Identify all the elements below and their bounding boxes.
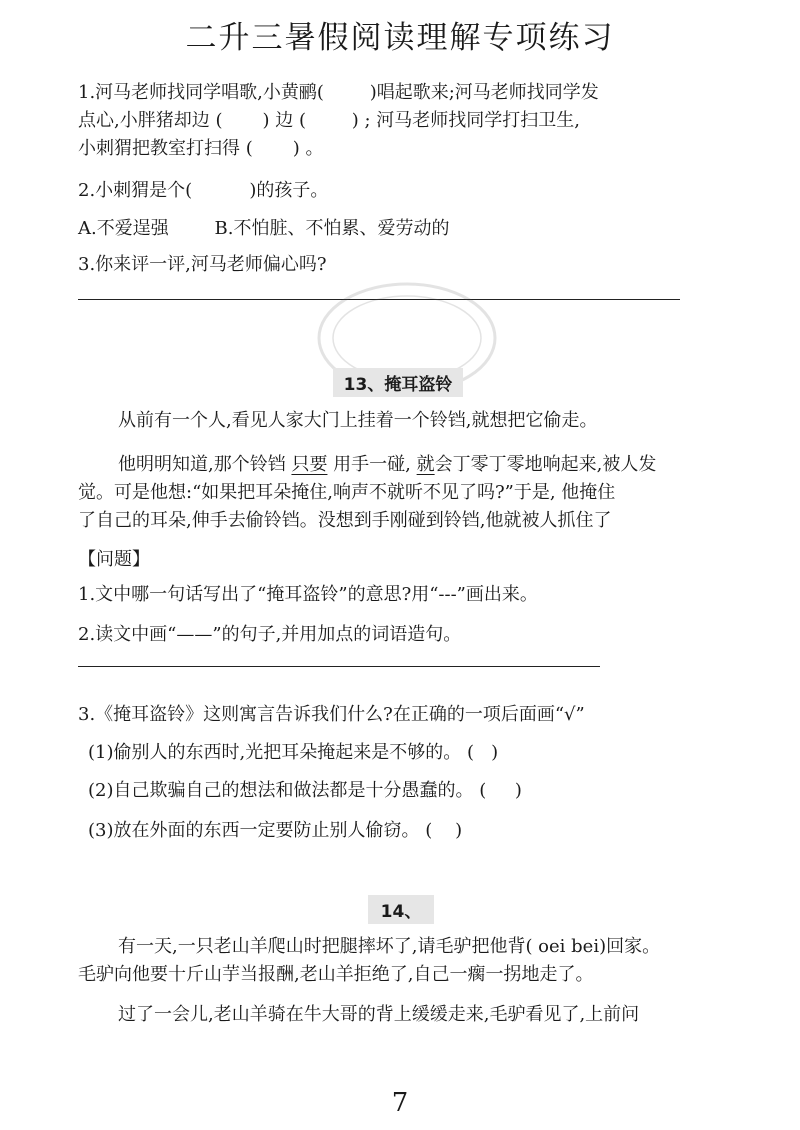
para-2-text-before: 他明明知道,那个铃铛 [118,454,292,475]
page-title: 二升三暑假阅读理解专项练习 [185,20,615,56]
section-14-para-1-line-2: 毛驴向他要十斤山芋当报酬,老山羊拒绝了,自己一瘸一拐地走了。 [78,964,594,985]
section-13-heading: 13、掩耳盗铃 [333,368,463,397]
section-13-q1: 1.文中哪一句话写出了“掩耳盗铃”的意思?用“---”画出来。 [78,584,538,605]
answer-line [78,666,600,667]
prev-q2-options: A.不爱逞强 B.不怕脏、不怕累、爱劳动的 [78,218,450,239]
prev-q2: 2.小刺猬是个( )的孩子。 [78,180,329,201]
prev-q1-line-3: 小刺猬把教室打扫得 ( ) 。 [78,138,324,159]
section-13-para-2-line-2: 觉。可是他想:“如果把耳朵掩住,响声不就听不见了吗?”于是, 他掩住 [78,482,616,503]
section-13-para-1: 从前有一个人,看见人家大门上挂着一个铃铛,就想把它偷走。 [118,410,598,431]
section-13-para-2 [118,450,656,476]
section-13-para-2-line-3: 了自己的耳朵,伸手去偷铃铛。没想到手刚碰到铃铛,他就被人抓住了 [78,510,612,531]
section-13-q2: 2.读文中画“——”的句子,并用加点的词语造句。 [78,624,462,645]
underlined-word-zhiyao: 只要 [291,454,328,475]
prev-q1-line-2: 点心,小胖猪却边 ( ) 边 ( ) ; 河马老师找同学打扫卫生, [78,110,581,131]
prev-q1-line-1: 1.河马老师找同学唱歌,小黄鹂( )唱起歌来;河马老师找同学发 [78,82,599,103]
page-number: 7 [391,1088,409,1118]
section-14-para-1-line-1: 有一天,一只老山羊爬山时把腿摔坏了,请毛驴把他背( oei bei)回家。 [118,936,661,957]
section-13-q3: 3.《掩耳盗铃》这则寓言告诉我们什么?在正确的一项后面画“√” [78,704,585,725]
underlined-word-jiu: 就 [416,454,435,475]
section-13-q3-option-3: (3)放在外面的东西一定要防止别人偷窃。 ( ) [88,820,463,841]
para-2-text-mid: 用手一碰, [327,454,417,475]
section-13-q3-option-2: (2)自己欺骗自己的想法和做法都是十分愚蠢的。 ( ) [88,780,522,801]
prev-q3: 3.你来评一评,河马老师偏心吗? [78,254,327,275]
questions-label: 【问题】 [78,549,150,570]
para-2-text-after: 会丁零丁零地响起来,被人发 [434,454,657,475]
section-13-q3-option-1: (1)偷别人的东西时,光把耳朵掩起来是不够的。 ( ) [88,742,499,763]
section-14-heading: 14、 [368,895,434,924]
section-14-para-2-line-1: 过了一会儿,老山羊骑在牛大哥的背上缓缓走来,毛驴看见了,上前问 [118,1004,640,1025]
